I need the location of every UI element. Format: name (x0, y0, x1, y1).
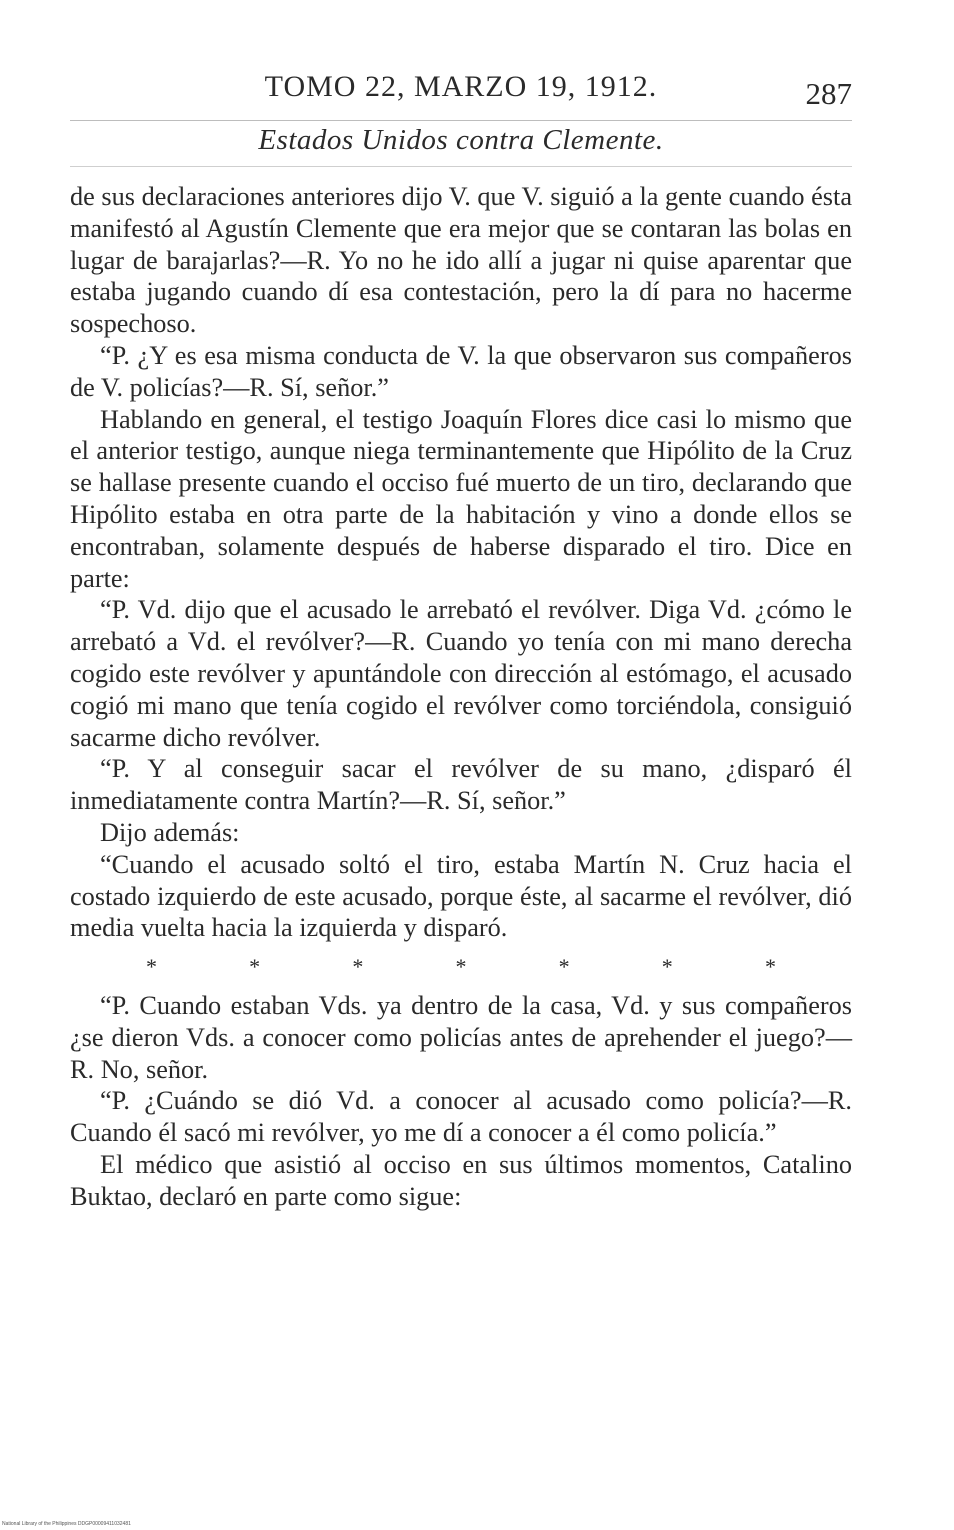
case-title: Estados Unidos contra Clemente. (258, 124, 664, 156)
asterisk: * (661, 954, 673, 980)
scan-footer: National Library of the Philippines DDGP00009411032481 (2, 1521, 131, 1527)
asterisk: * (146, 954, 157, 980)
paragraph: El médico que asistió al occiso en sus últimos momentos, Catalino Buktao, declaró en parte como sigue: (70, 1149, 852, 1211)
asterisk: * (764, 954, 776, 980)
paragraph: “P. Y al conseguir sacar el revólver de su mano, ¿disparó él inmediatamente contra Martín?—R. Sí, señor.” (70, 754, 852, 816)
title-rule (70, 166, 852, 167)
running-head (70, 70, 852, 114)
paragraph: “P. Cuando estaban Vds. ya dentro de la casa, Vd. y sus compañeros ¿se dieron Vds. a conocer como policías antes de aprehender el juego?—R. No, señor. (70, 990, 852, 1084)
asterisk: * (249, 954, 261, 980)
asterisk-separator (70, 951, 852, 983)
header-rule (70, 120, 852, 121)
asterisk: * (352, 954, 364, 980)
paragraph: “Cuando el acusado soltó el tiro, estaba Martín N. Cruz hacia el costado izquierdo de este acusado, porque éste, al sacarme el revólver, dió media vuelta hacia la izquierda y disparó. (70, 849, 852, 943)
body-text (70, 181, 852, 1213)
asterisk: * (455, 954, 467, 980)
paragraph: “P. ¿Y es esa misma conducta de V. la que observaron sus compañeros de V. policías?—R. Sí, señor.” (70, 340, 852, 402)
paragraph: de sus declaraciones anteriores dijo V. que V. siguió a la gente cuando ésta manifestó al Agustín Clemente que era mejor que se contaran las bolas en lugar de barajarlas?—R. Yo no he ido allí a jugar ni quise aparentar que estaba jugando cuando dí esa contestación, pero la dí para no hacerme sospechoso. (70, 182, 852, 339)
asterisk: * (558, 954, 570, 980)
paragraph: Dijo además: (100, 817, 240, 847)
running-title: TOMO 22, MARZO 19, 1912. (264, 70, 658, 103)
paragraph: “P. ¿Cuándo se dió Vd. a conocer al acusado como policía?—R. Cuando él sacó mi revólver, yo me dí a conocer a él como policía.” (70, 1086, 852, 1148)
paragraph: Hablando en general, el testigo Joaquín Flores dice casi lo mismo que el anterior testigo, aunque niega terminantemente que Hipólito de la Cruz se hallase presente cuando el occiso fué muerto de un tiro, declarando que Hipólito estaba en otra parte de la habitación y vino a donde ellos se encontraban, solamente después de haberse disparado el tiro. Dice en parte: (70, 404, 852, 593)
paragraph: “P. Vd. dijo que el acusado le arrebató el revólver. Diga Vd. ¿cómo le arrebató a Vd. el revólver?—R. Cuando yo tenía con mi mano derecha cogido este revólver y apuntándole con dirección al estómago, el acusado cogió mi mano que tenía cogido el revólver como torciéndola, consiguió sacarme dicho revólver. (70, 595, 852, 752)
page-number: 287 (805, 76, 852, 111)
